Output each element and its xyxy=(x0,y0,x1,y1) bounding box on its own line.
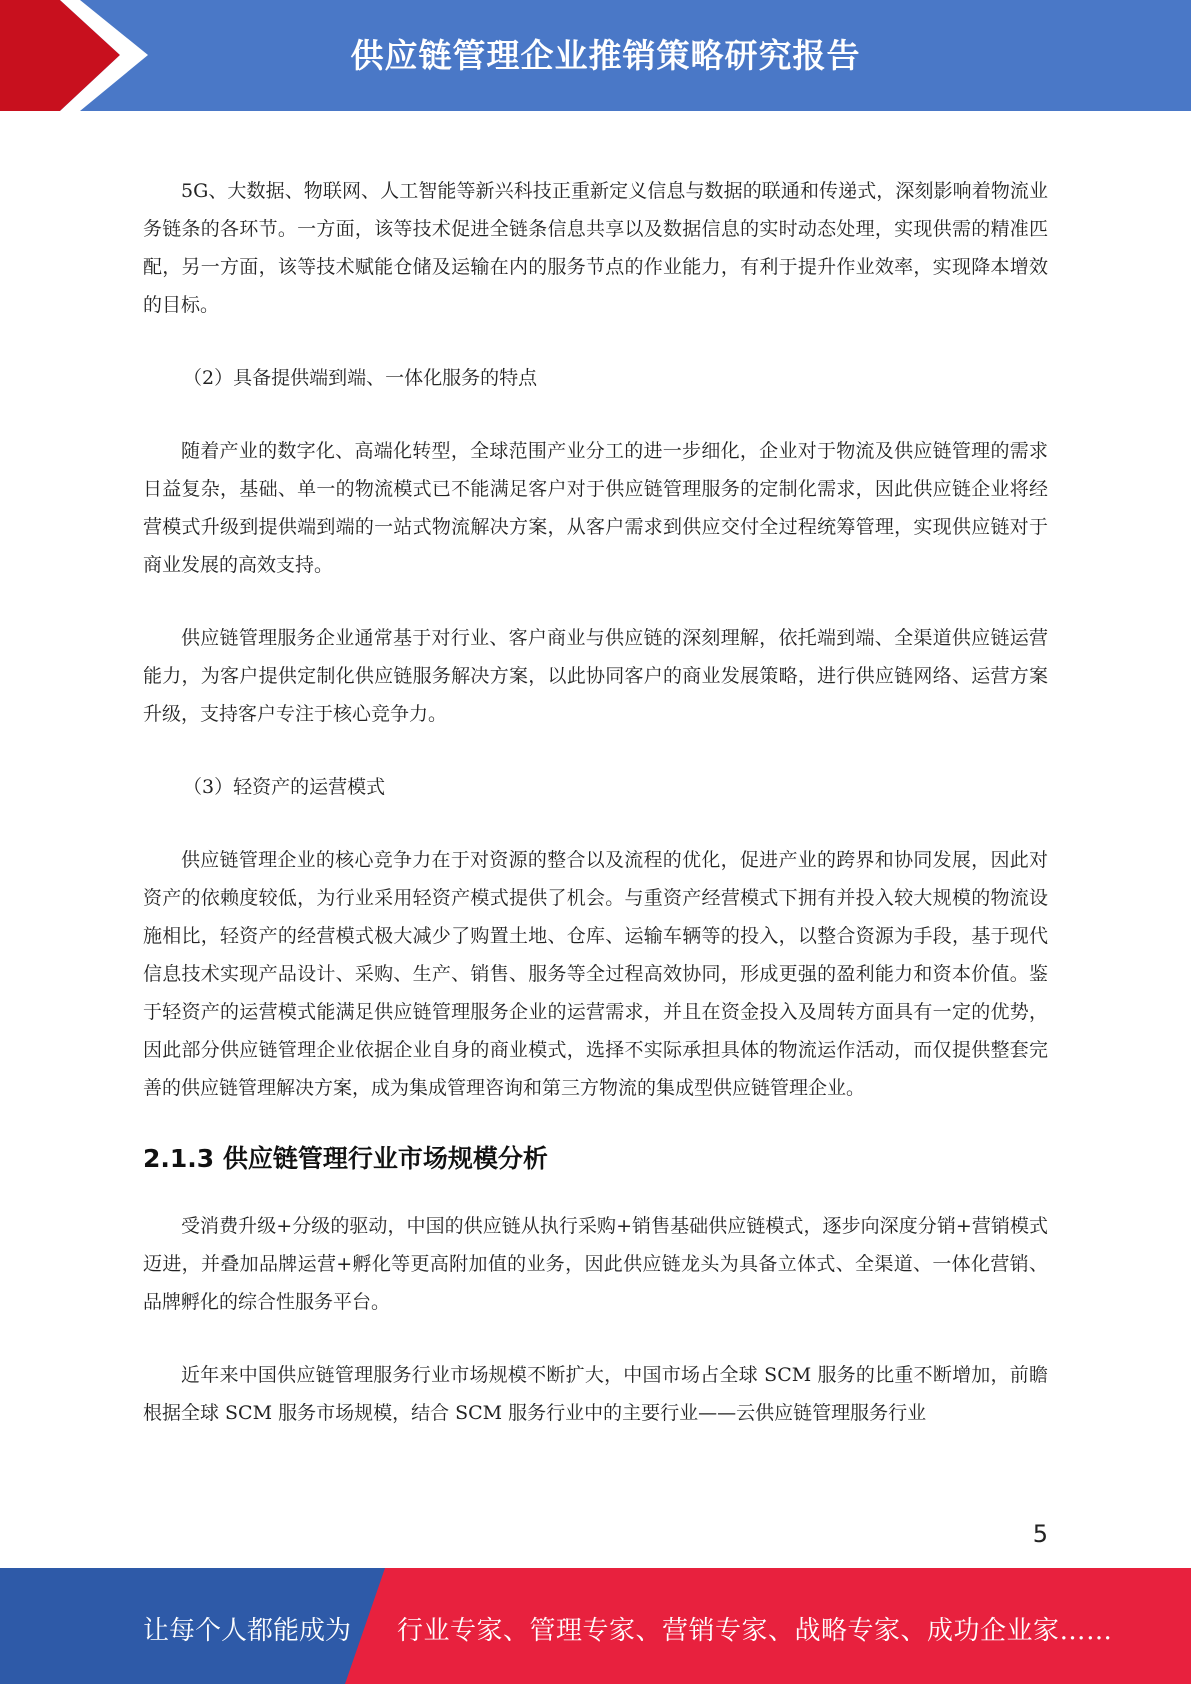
section-heading: 2.1.3 供应链管理行业市场规模分析 xyxy=(143,1144,548,1173)
page-header xyxy=(0,0,1191,111)
subheading: （2）具备提供端到端、一体化服务的特点 xyxy=(183,367,538,389)
paragraph: 近年来中国供应链管理服务行业市场规模不断扩大，中国市场占全球 SCM 服务的比重不断增加，前瞻根据全球 SCM 服务市场规模，结合 SCM 服务行业中的主要行业——云供应链管理服务行业 xyxy=(143,1364,1048,1424)
main-content xyxy=(143,172,1048,1467)
paragraph: 随着产业的数字化、高端化转型，全球范围产业分工的进一步细化，企业对于物流及供应链管理的需求日益复杂，基础、单一的物流模式已不能满足客户对于供应链管理服务的定制化需求，因此供应链企业将经营模式升级到提供端到端的一站式物流解决方案，从客户需求到供应交付全过程统筹管理，实现供应链对于商业发展的高效支持。 xyxy=(143,440,1048,576)
paragraph: 5G、大数据、物联网、人工智能等新兴科技正重新定义信息与数据的联通和传递式，深刻影响着物流业务链条的各环节。一方面，该等技术促进全链条信息共享以及数据信息的实时动态处理，实现供需的精准匹配，另一方面，该等技术赋能仓储及运输在内的服务节点的作业能力，有利于提升作业效率，实现降本增效的目标。 xyxy=(143,180,1048,316)
paragraph: 供应链管理服务企业通常基于对行业、客户商业与供应链的深刻理解，依托端到端、全渠道供应链运营能力，为客户提供定制化供应链服务解决方案，以此协同客户的商业发展策略，进行供应链网络、运营方案升级，支持客户专注于核心竞争力。 xyxy=(143,627,1048,725)
page-footer xyxy=(0,1568,1191,1684)
paragraph: 供应链管理企业的核心竞争力在于对资源的整合以及流程的优化，促进产业的跨界和协同发展，因此对资产的依赖度较低，为行业采用轻资产模式提供了机会。与重资产经营模式下拥有并投入较大规模的物流设施相比，轻资产的经营模式极大减少了购置土地、仓库、运输车辆等的投入，以整合资源为手段，基于现代信息技术实现产品设计、采购、生产、销售、服务等全过程高效协同，形成更强的盈利能力和资本价值。鉴于轻资产的运营模式能满足供应链管理服务企业的运营需求，并且在资金投入及周转方面具有一定的优势，因此部分供应链管理企业依据企业自身的商业模式，选择不实际承担具体的物流运作活动，而仅提供整套完善的供应链管理解决方案，成为集成管理咨询和第三方物流的集成型供应链管理企业。 xyxy=(143,849,1048,1099)
paragraph: 受消费升级+分级的驱动，中国的供应链从执行采购+销售基础供应链模式，逐步向深度分销+营销模式迈进，并叠加品牌运营+孵化等更高附加值的业务，因此供应链龙头为具备立体式、全渠道、一体化营销、品牌孵化的综合性服务平台。 xyxy=(143,1215,1048,1313)
page-number: 5 xyxy=(1032,1520,1048,1548)
document-title: 供应链管理企业推销策略研究报告 xyxy=(350,36,861,75)
subheading: （3）轻资产的运营模式 xyxy=(183,776,386,798)
footer-slogan-right: 行业专家、管理专家、营销专家、战略专家、成功企业家…… xyxy=(397,1616,1113,1646)
footer-slogan-left: 让每个人都能成为 xyxy=(143,1616,352,1646)
